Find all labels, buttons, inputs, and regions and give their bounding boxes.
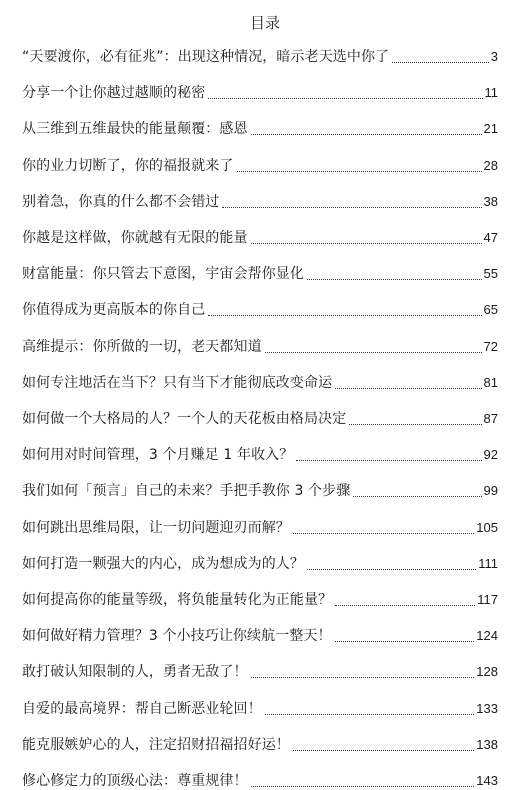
toc-entry-page-number: 92 [483,447,498,463]
toc-entry[interactable] [22,406,498,428]
toc-entry-page-number: 3 [490,49,498,64]
toc-leader-dots [353,486,481,497]
toc-entry[interactable] [22,732,498,754]
toc-entry[interactable] [22,153,498,175]
toc-entry-page-number: 38 [483,193,498,209]
toc-leader-dots [296,450,481,461]
toc-entry-title: 你越是这样做，你就越有无限的能量 [22,230,248,246]
toc-entry-title: 如何做好精力管理？3 个小技巧让你续航一整天！ [22,628,332,645]
toc-entry-title: 自爱的最高境界：帮自己断恶业轮回！ [22,700,262,717]
toc-entry-title: “天要渡你，必有征兆”：出现这种情况，暗示老天选中你了 [22,49,390,65]
toc-leader-dots [293,740,474,751]
toc-entry-page-number: 117 [477,592,498,607]
toc-entry-page-number: 128 [476,664,498,680]
toc-entry[interactable] [22,442,498,464]
toc-entry[interactable] [22,225,498,247]
toc-entry-page-number: 11 [484,85,498,101]
toc-leader-dots [307,559,476,570]
toc-leader-dots [265,704,475,715]
toc-leader-dots [392,52,489,63]
toc-entry-page-number: 99 [483,483,498,499]
toc-entry[interactable] [22,189,498,211]
toc-entry-page-number: 21 [483,121,498,137]
toc-entry-page-number: 124 [476,628,498,644]
toc-leader-dots [349,414,481,425]
toc-leader-dots [335,378,481,389]
toc-leader-dots [335,595,475,606]
toc-entry-title: 能克服嫉妒心的人，注定招财招福招好运！ [22,736,290,753]
toc-entry[interactable] [22,116,498,138]
toc-entry-page-number: 81 [483,374,498,390]
toc-leader-dots [251,776,475,787]
toc-entry[interactable] [22,768,498,790]
toc-entry-page-number: 28 [483,157,498,173]
toc-entry-page-number: 47 [483,230,498,245]
toc-entry-page-number: 105 [476,519,498,535]
toc-entry-page-number: 111 [478,555,498,571]
toc-leader-dots [222,197,481,208]
toc-entry[interactable] [22,261,498,283]
toc-entry[interactable] [22,515,498,537]
toc-entry[interactable] [22,44,498,66]
toc-entry-title: 别着急，你真的什么都不会错过 [22,193,220,210]
toc-entry[interactable] [22,370,498,392]
toc-leader-dots [251,667,475,678]
toc-entry[interactable] [22,587,498,609]
toc-entry-title: 你的业力切断了，你的福报就来了 [22,157,234,174]
toc-entry-page-number: 133 [476,700,498,716]
toc-entry-page-number: 65 [483,302,498,318]
toc-entry[interactable] [22,478,498,500]
toc-leader-dots [251,124,482,135]
toc-entry-title: 财富能量：你只管去下意图，宇宙会帮你显化 [22,266,304,283]
toc-entry-title: 如何提高你的能量等级，将负能量转化为正能量？ [22,592,333,608]
toc-entry[interactable] [22,696,498,718]
toc-leader-dots [251,233,482,244]
toc-entry-title: 敢打破认知限制的人，勇者无敌了！ [22,664,248,681]
toc-entry-title: 如何跳出思维局限，让一切问题迎刃而解？ [22,519,290,536]
toc-entry-page-number: 138 [476,736,498,752]
toc-entry-title: 你值得成为更高版本的你自己 [22,302,206,319]
toc-entry-title: 我们如何「预言」自己的未来？手把手教你 3 个步骤 [22,483,351,500]
toc-leader-dots [335,631,475,642]
toc-entry-title: 如何做一个大格局的人？一个人的天花板由格局决定 [22,411,347,427]
page-title: 目录 [249,14,280,32]
toc-entry-title: 分享一个让你越过越顺的秘密 [22,85,206,102]
toc-entry[interactable] [22,659,498,681]
toc-entry-title: 从三维到五维最快的能量颠覆：感恩 [22,121,248,138]
toc-leader-dots [237,161,482,172]
toc-entry[interactable] [22,80,498,102]
toc-entry-page-number: 55 [483,266,498,282]
toc-entry-title: 修心修定力的顶级心法：尊重规律！ [22,773,248,789]
toc-leader-dots [307,269,482,280]
toc-entry-title: 如何用对时间管理，3 个月赚足 1 年收入？ [22,447,294,464]
toc-entry-page-number: 72 [483,338,498,354]
toc-leader-dots [208,88,482,99]
toc-entry-title: 高维提示：你所做的一切，老天都知道 [22,338,262,355]
toc-leader-dots [293,523,474,534]
toc-entry[interactable] [22,334,498,356]
toc-entry[interactable] [22,551,498,573]
toc-entry-page-number: 87 [483,411,498,426]
toc-entry-title: 如何打造一颗强大的内心，成为想成为的人？ [22,555,304,572]
toc-entry-page-number: 143 [476,773,498,788]
toc-leader-dots [208,305,481,316]
toc-leader-dots [265,342,482,353]
toc-entry[interactable] [22,623,498,645]
toc-entry-title: 如何专注地活在当下？只有当下才能彻底改变命运 [22,374,333,391]
toc-entry[interactable] [22,297,498,319]
